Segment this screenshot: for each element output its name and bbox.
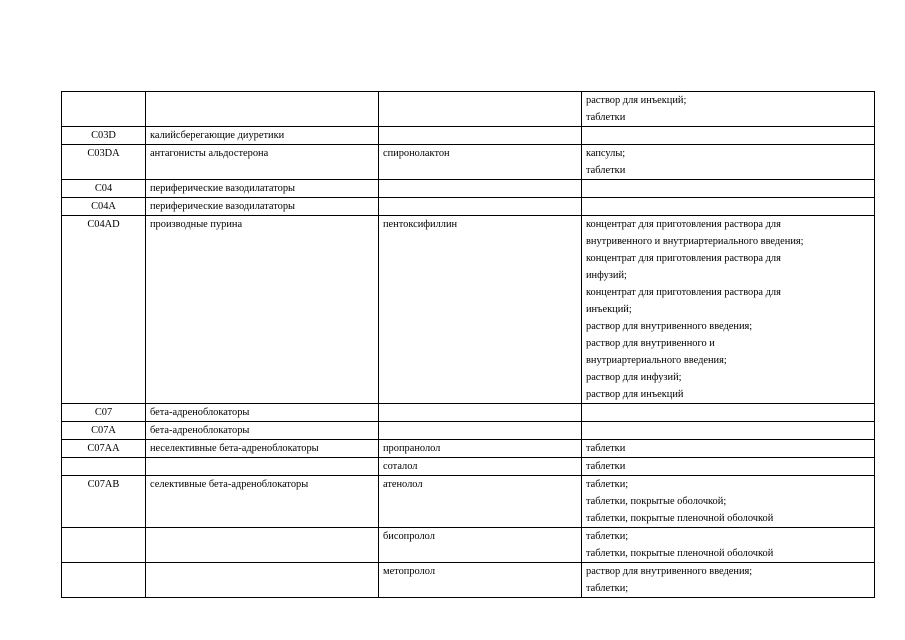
atc-code-cell: C03DA [62, 145, 146, 180]
table-row [62, 440, 875, 458]
atc-code-cell [62, 92, 146, 127]
drug-name-cell: спиронолактон [379, 145, 582, 180]
dosage-form-line: таблетки [586, 165, 626, 176]
pharmacological-group-cell [146, 458, 379, 476]
table-row [62, 92, 875, 127]
atc-code-cell: C03D [62, 127, 146, 145]
table-row [62, 198, 875, 216]
dosage-form-line: раствор для инъекций; [586, 95, 687, 106]
drug-name-cell: соталол [379, 458, 582, 476]
dosage-form-line: инъекций; [586, 304, 632, 315]
pharmacological-group-cell: калийсберегающие диуретики [146, 127, 379, 145]
pharmacological-group-cell: селективные бета-адреноблокаторы [146, 476, 379, 528]
dosage-forms-cell [582, 476, 875, 528]
dosage-forms-cell [582, 145, 875, 180]
table-row [62, 216, 875, 404]
dosage-forms-cell [582, 180, 875, 198]
atc-code-cell: C07A [62, 422, 146, 440]
drug-name-cell [379, 404, 582, 422]
atc-code-cell: C07AB [62, 476, 146, 528]
dosage-forms-cell [582, 458, 875, 476]
dosage-forms-cell [582, 563, 875, 598]
drug-name-cell: метопролол [379, 563, 582, 598]
dosage-form-line: раствор для внутривенного введения; [586, 321, 753, 332]
table-body [62, 92, 875, 598]
drug-name-cell [379, 92, 582, 127]
pharmacological-group-cell [146, 563, 379, 598]
dosage-form-line: таблетки; [586, 531, 629, 542]
dosage-form-line: таблетки [586, 443, 626, 454]
table-row [62, 180, 875, 198]
atc-code-cell: C07 [62, 404, 146, 422]
dosage-form-line: таблетки, покрытые пленочной оболочкой [586, 513, 774, 524]
dosage-form-line: концентрат для приготовления раствора для [586, 253, 781, 264]
drug-name-cell: пропранолол [379, 440, 582, 458]
dosage-form-line: раствор для инфузий; [586, 372, 682, 383]
dosage-forms-cell [582, 92, 875, 127]
pharmacological-group-cell [146, 528, 379, 563]
atc-code-cell [62, 563, 146, 598]
drug-name-cell: пентоксифиллин [379, 216, 582, 404]
dosage-form-line: внутривенного и внутриартериального введения; [586, 236, 804, 247]
pharmacological-group-cell: неселективные бета-адреноблокаторы [146, 440, 379, 458]
atc-code-cell: C04AD [62, 216, 146, 404]
drug-classification-table [61, 91, 875, 598]
dosage-forms-cell [582, 127, 875, 145]
dosage-forms-cell [582, 422, 875, 440]
drug-name-cell [379, 127, 582, 145]
table-row [62, 127, 875, 145]
drug-name-cell [379, 198, 582, 216]
dosage-form-line: капсулы; [586, 148, 626, 159]
dosage-form-line: таблетки, покрытые пленочной оболочкой [586, 548, 774, 559]
dosage-form-line: концентрат для приготовления раствора для [586, 287, 781, 298]
dosage-form-line: инфузий; [586, 270, 627, 281]
drug-name-cell: бисопролол [379, 528, 582, 563]
pharmacological-group-cell [146, 92, 379, 127]
dosage-forms-cell [582, 198, 875, 216]
pharmacological-group-cell: производные пурина [146, 216, 379, 404]
pharmacological-group-cell: периферические вазодилататоры [146, 198, 379, 216]
pharmacological-group-cell: бета-адреноблокаторы [146, 422, 379, 440]
dosage-form-line: таблетки, покрытые оболочкой; [586, 496, 727, 507]
drug-name-cell [379, 180, 582, 198]
dosage-forms-cell [582, 440, 875, 458]
atc-code-cell: C07AA [62, 440, 146, 458]
table-row [62, 404, 875, 422]
table-row [62, 563, 875, 598]
dosage-form-line: раствор для внутривенного и [586, 338, 715, 349]
atc-code-cell [62, 528, 146, 563]
dosage-form-line: раствор для инъекций [586, 389, 684, 400]
pharmacological-group-cell: антагонисты альдостерона [146, 145, 379, 180]
drug-name-cell: атенолол [379, 476, 582, 528]
dosage-forms-cell [582, 404, 875, 422]
dosage-forms-cell [582, 528, 875, 563]
table-row [62, 422, 875, 440]
table-row [62, 145, 875, 180]
dosage-form-line: внутриартериального введения; [586, 355, 727, 366]
table-row [62, 528, 875, 563]
atc-code-cell [62, 458, 146, 476]
atc-code-cell: C04 [62, 180, 146, 198]
table-row [62, 476, 875, 528]
dosage-form-line: таблетки; [586, 479, 629, 490]
dosage-form-line: таблетки; [586, 583, 629, 594]
drug-name-cell [379, 422, 582, 440]
pharmacological-group-cell: периферические вазодилататоры [146, 180, 379, 198]
table-row [62, 458, 875, 476]
dosage-forms-cell [582, 216, 875, 404]
pharmacological-group-cell: бета-адреноблокаторы [146, 404, 379, 422]
dosage-form-line: таблетки [586, 461, 626, 472]
dosage-form-line: таблетки [586, 112, 626, 123]
atc-code-cell: C04A [62, 198, 146, 216]
dosage-form-line: концентрат для приготовления раствора для [586, 219, 781, 230]
dosage-form-line: раствор для внутривенного введения; [586, 566, 753, 577]
